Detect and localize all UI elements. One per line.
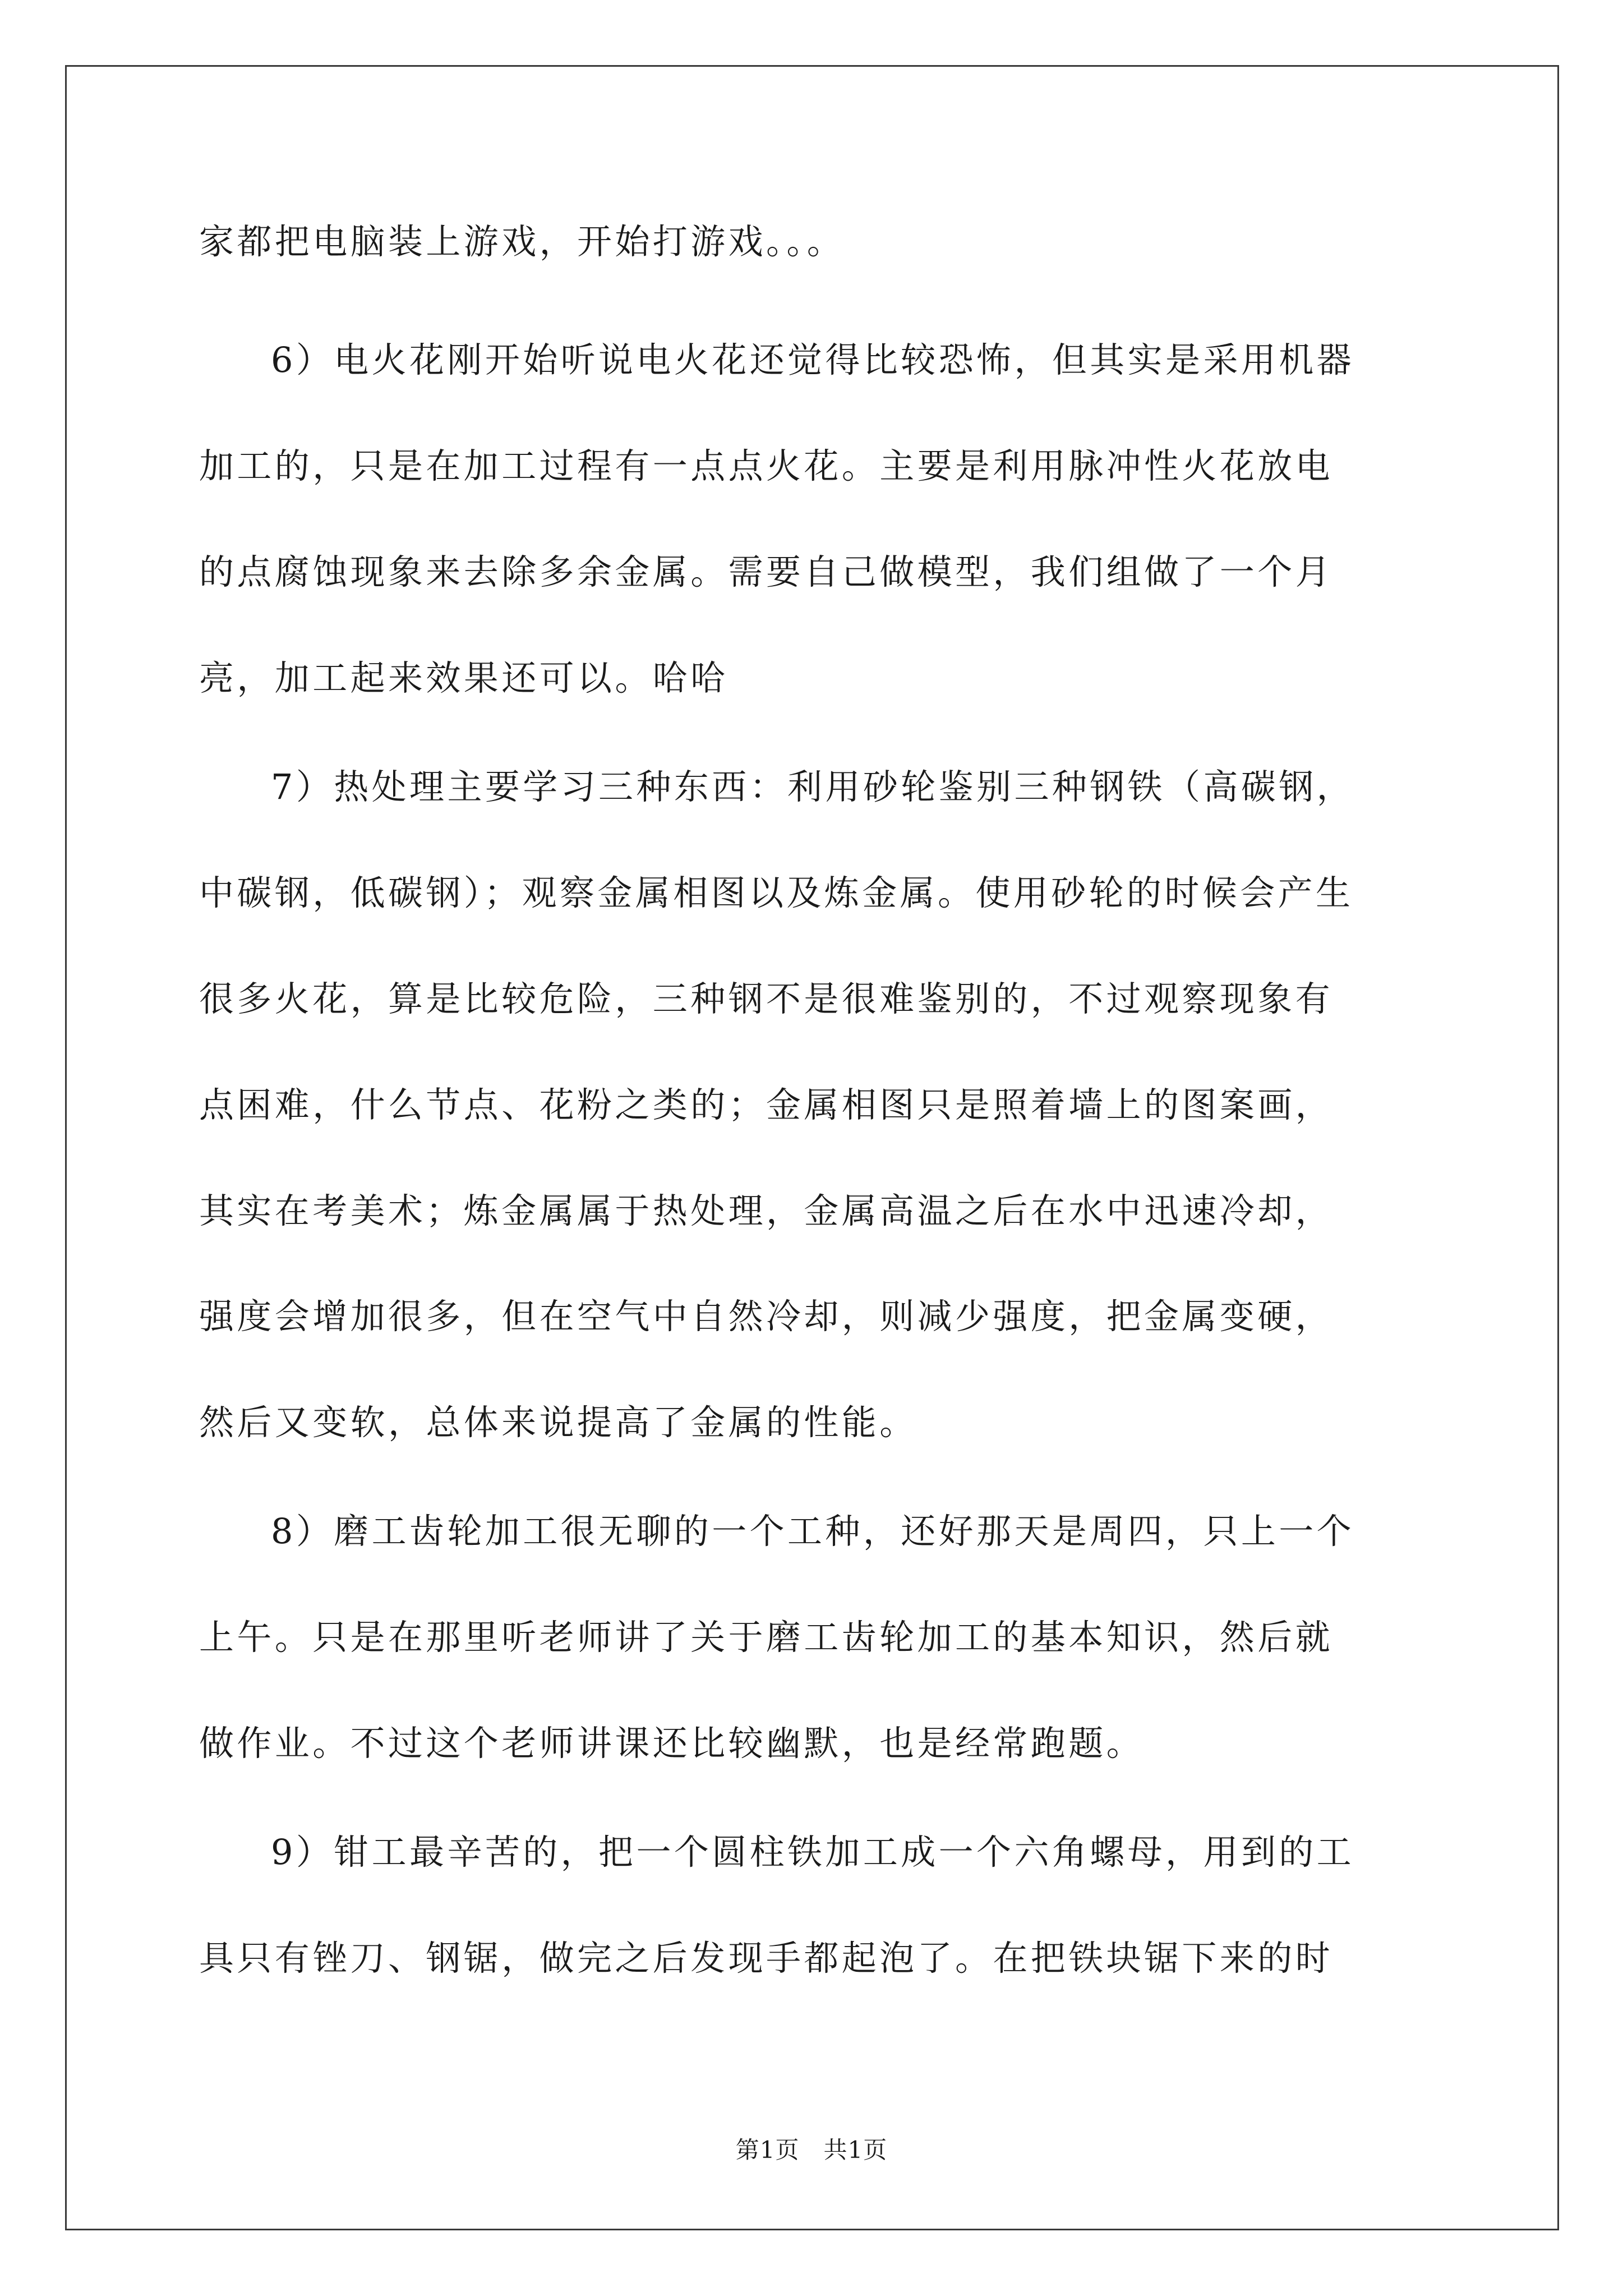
- page-number-footer: 第1页 共1页: [735, 2136, 888, 2164]
- text-line: 点困难，什么节点、花粉之类的；金属相图只是照着墙上的图案画，: [199, 1084, 1334, 1125]
- text-line: 亮，加工起来效果还可以。哈哈: [199, 657, 728, 698]
- text-line: 6）电火花刚开始听说电火花还觉得比较恐怖，但其实是采用机器: [271, 339, 1355, 380]
- text-line: 中碳钢，低碳钢）；观察金属相图以及炼金属。使用砂轮的时候会产生: [199, 872, 1354, 913]
- text-line: 家都把电脑装上游戏，开始打游戏。。。: [199, 221, 845, 262]
- page-border: [65, 65, 1559, 2230]
- text-line: 9）钳工最辛苦的，把一个圆柱铁加工成一个六角螺母，用到的工: [271, 1832, 1355, 1872]
- text-line: 的点腐蚀现象来去除多余金属。需要自己做模型，我们组做了一个月: [199, 551, 1334, 592]
- text-line: 然后又变软，总体来说提高了金属的性能。: [199, 1402, 917, 1443]
- text-line: 上午。只是在那里听老师讲了关于磨工齿轮加工的基本知识，然后就: [199, 1617, 1334, 1658]
- text-line: 其实在考美术；炼金属属于热处理，金属高温之后在水中迅速冷却，: [199, 1190, 1334, 1231]
- text-line: 具只有锉刀、钢锯，做完之后发现手都起泡了。在把铁块锯下来的时: [199, 1938, 1334, 1978]
- text-line: 加工的，只是在加工过程有一点点火花。主要是利用脉冲性火花放电: [199, 445, 1334, 486]
- text-line: 很多火花，算是比较危险，三种钢不是很难鉴别的，不过观察现象有: [199, 978, 1334, 1019]
- text-line: 8）磨工齿轮加工很无聊的一个工种，还好那天是周四，只上一个: [271, 1511, 1355, 1552]
- text-line: 做作业。不过这个老师讲课还比较幽默，也是经常跑题。: [199, 1723, 1145, 1764]
- text-line: 7）热处理主要学习三种东西：利用砂轮鉴别三种钢铁（高碳钢，: [271, 766, 1355, 807]
- text-line: 强度会增加很多，但在空气中自然冷却，则减少强度，把金属变硬，: [199, 1296, 1334, 1337]
